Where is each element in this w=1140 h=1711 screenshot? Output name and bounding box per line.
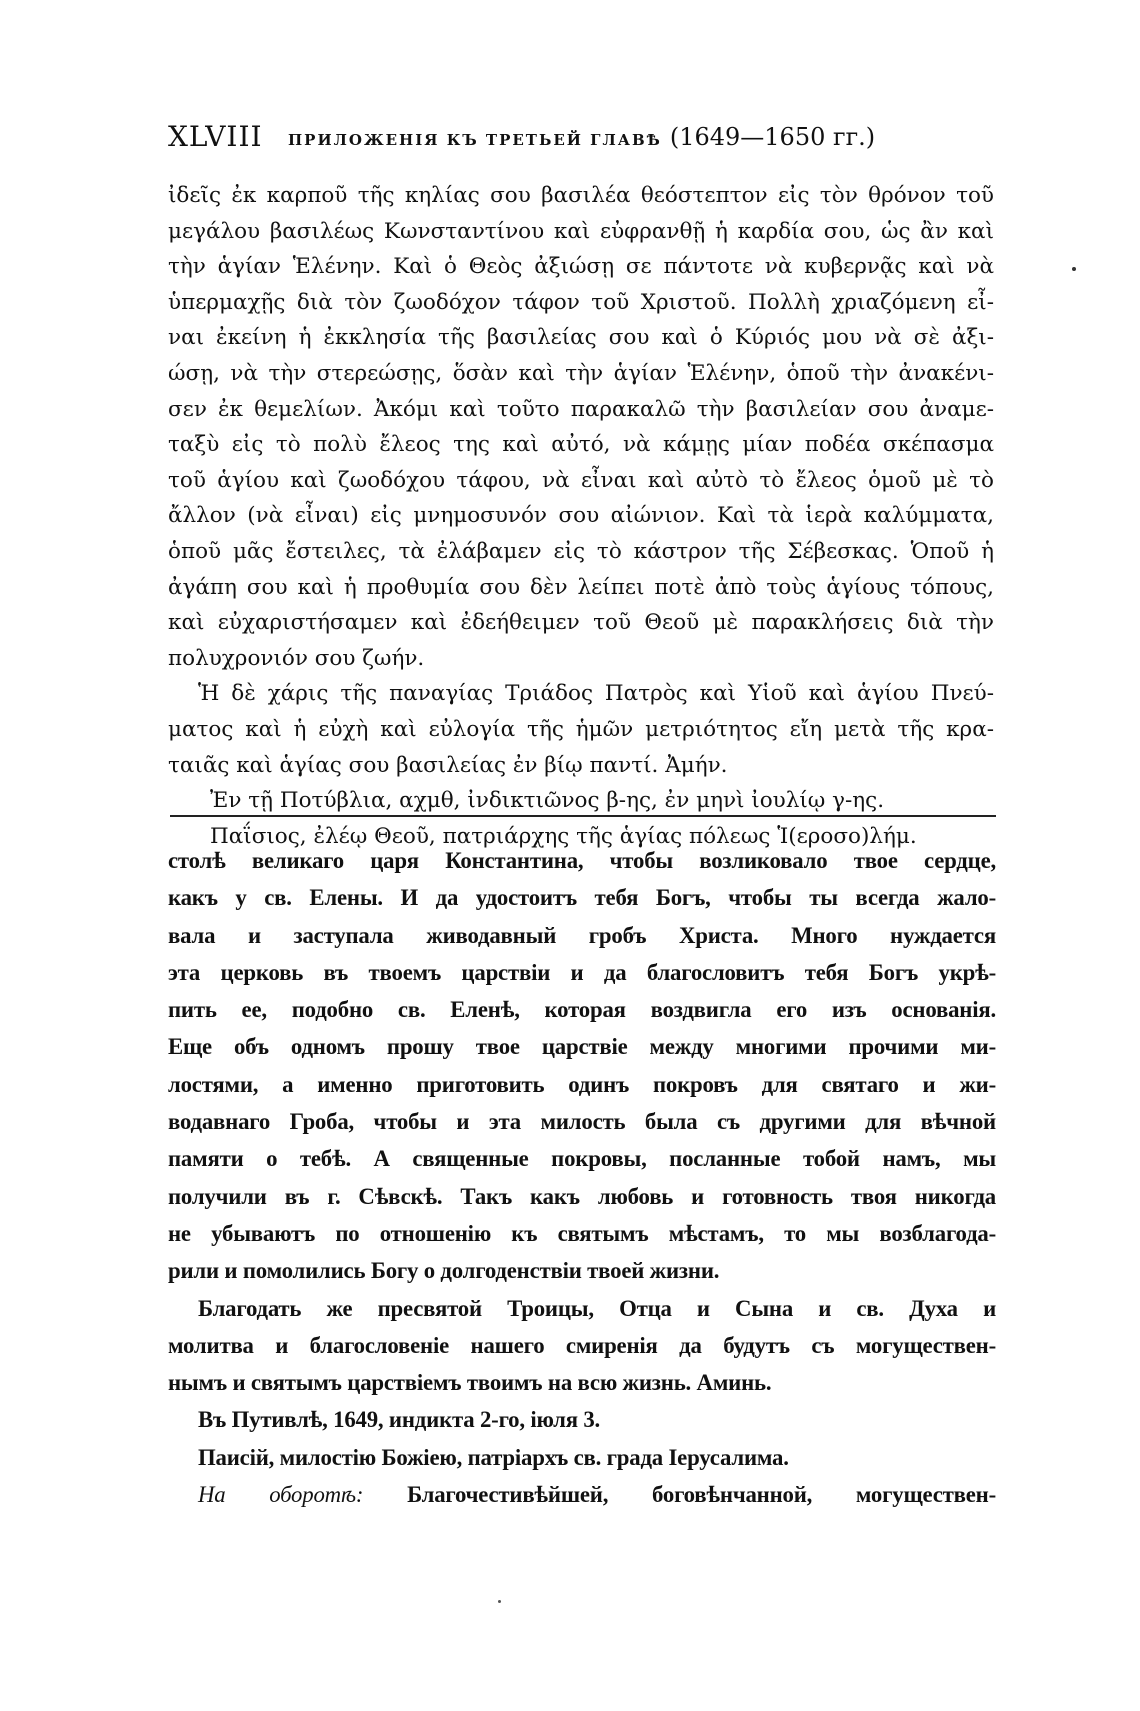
russian-line: рили и помолились Богу о долгоденствіи твоей жизни. (168, 1258, 720, 1284)
greek-signature: Παΐσιος, ἐλέῳ Θεοῦ, πατριάρχης τῆς ἁγίας πόλεως Ἱ(ερoσο)λήμ. (210, 823, 917, 849)
greek-line: πολυχρονιόν σου ζωήν. (168, 645, 425, 671)
russian-blessing-line: нымъ и святымъ царствіемъ твоимъ на всю жизнь. Аминь. (168, 1370, 772, 1396)
greek-line: ὑπερμαχῇς διὰ τὸν ζωοδόχον τάφον τοῦ Χριστοῦ. Πολλὴ χριαζόμενη εἶ- (168, 289, 994, 315)
page-header (168, 120, 988, 164)
russian-verso-line (168, 1476, 996, 1513)
russian-line: водавнаго Гроба, чтобы и эта милость была съ другими для вѣчной (168, 1109, 996, 1135)
russian-line: получили въ г. Сѣвскѣ. Такъ какъ любовь и готовность твоя никогда (168, 1183, 996, 1209)
greek-dateline: Ἐν τῇ Ποτύβλια, αχμθ, ἰνδικτιῶνος β-ης, ἐν μηνὶ ἰουλίῳ γ-ης. (210, 788, 885, 814)
russian-dateline: Въ Путивлѣ, 1649, индикта 2-го, іюля 3. (198, 1407, 601, 1433)
russian-line: не убываютъ по отношенію къ святымъ мѣстамъ, то мы возблагода- (168, 1220, 996, 1246)
print-speck (1072, 267, 1076, 271)
greek-line: μεγάλου βασιλέως Κωνσταντίνου καὶ εὐφρανθῇ ἡ καρδία σου, ὡς ἂν καὶ (168, 218, 994, 244)
print-speck (498, 1600, 501, 1603)
russian-line: лостями, а именно приготовить одинъ покровъ для святаго и жи- (168, 1071, 996, 1097)
greek-line: ἰδεῖς ἐκ καρποῦ τῆς κηλίας σου βασιλέα θεόστεπτον εἰς τὸν θρόνον τοῦ (168, 183, 994, 208)
russian-line: Еще объ одномъ прошу твое царствіе между многими прочими ми- (168, 1034, 996, 1060)
page-number: XLVIII (168, 120, 263, 153)
verso-label: На оборотѣ: (198, 1482, 364, 1508)
greek-letter-text (168, 178, 994, 854)
greek-line: ὁποῦ μᾶς ἔστειλες, τὰ ἐλάβαμεν εἰς τὸ κάστρον τῆς Σέβεσκας. Ὁποῦ ἡ (168, 538, 994, 564)
running-title-years: (1649—1650 гг.) (669, 123, 876, 151)
greek-line: ναι ἐκείνη ἡ ἐκκλησία τῆς βασιλείας σου καὶ ὁ Κύριός μου νὰ σὲ ἀξι- (168, 325, 994, 351)
greek-line: καὶ εὐχαριστήσαμεν καὶ ἐδεήθειμεν τοῦ Θεοῦ μὲ παρακλήσεις διὰ τὴν (168, 610, 994, 636)
running-title-text: ПРИЛОЖЕНІЯ КЪ ТРЕТЬЕЙ ГЛАВѢ (288, 131, 662, 149)
russian-blessing-line: молитва и благословеніе нашего смиренія да будутъ съ могуществен- (168, 1332, 996, 1358)
russian-blessing-line: Благодать же пресвятой Троицы, Отца и Сына и св. Духа и (198, 1295, 996, 1321)
russian-line: эта церковь въ твоемъ царствіи и да благословитъ тебя Богъ укрѣ- (168, 959, 996, 985)
running-title (288, 122, 875, 151)
greek-blessing-line: Ἡ δὲ χάρις τῆς παναγίας Τριάδος Πατρὸς καὶ Υἱοῦ καὶ ἁγίου Πνεύ- (198, 681, 994, 707)
greek-line: ταξὺ εἰς τὸ πολὺ ἔλεος της καὶ αὐτό, νὰ κάμῃς μίαν ποδέα σκέπασμα (168, 432, 994, 458)
greek-line: ἄλλον (νὰ εἶναι) εἰς μνημοσυνόν σου αἰώνιον. Καὶ τὰ ἱερὰ καλύμματα, (168, 503, 994, 529)
russian-line: пить ее, подобно св. Еленѣ, которая воздвигла его изъ основанія. (168, 997, 996, 1023)
russian-line: какъ у св. Елены. И да удостоитъ тебя Богъ, чтобы ты всегда жало- (168, 885, 996, 911)
greek-blessing-line: ματος καὶ ἡ εὐχὴ καὶ εὐλογία τῆς ἡμῶν μετριότητος εἴη μετὰ τῆς κρα- (168, 716, 994, 742)
verso-text: Благочестивѣйшей, боговѣнчанной, могуществен- (407, 1482, 996, 1508)
greek-line: ἀγάπη σου καὶ ἡ προθυμία σου δὲν λείπει ποτὲ ἀπὸ τοὺς ἁγίους τόπους, (168, 574, 994, 600)
russian-signature: Паисій, милостію Божіею, патріархъ св. града Іерусалима. (198, 1444, 789, 1470)
greek-line: τὴν ἁγίαν Ἑλένην. Καὶ ὁ Θεὸς ἀξιώσῃ σε πάντοτε νὰ κυβερνᾷς καὶ νὰ (168, 254, 994, 280)
section-divider (170, 815, 996, 817)
greek-line: σεν ἐκ θεμελίων. Ἀκόμι καὶ τοῦτο παρακαλῶ τὴν βασιλείαν σου ἀναμε- (168, 396, 994, 422)
russian-line: памяти о тебѣ. А священные покровы, посланные тобой намъ, мы (168, 1146, 996, 1172)
greek-line: ώσῃ, νὰ τὴν στερεώσῃς, ὅσὰν καὶ τὴν ἁγίαν Ἑλένην, ὁποῦ τὴν ἀνακένι- (168, 360, 994, 386)
greek-blessing-line: ταιᾶς καὶ ἁγίας σου βασιλείας ἐν βίῳ παντί. Ἀμήν. (168, 752, 728, 778)
greek-line: τοῦ ἁγίου καὶ ζωοδόχου τάφου, νὰ εἶναι καὶ αὐτὸ τὸ ἔλεος ὁμοῦ μὲ τὸ (168, 467, 994, 493)
russian-line: вала и заступала живодавный гробъ Христа. Много нуждается (168, 922, 996, 948)
russian-translation-text (168, 842, 996, 1513)
russian-line: столѣ великаго царя Константина, чтобы возликовало твое сердце, (168, 848, 996, 873)
